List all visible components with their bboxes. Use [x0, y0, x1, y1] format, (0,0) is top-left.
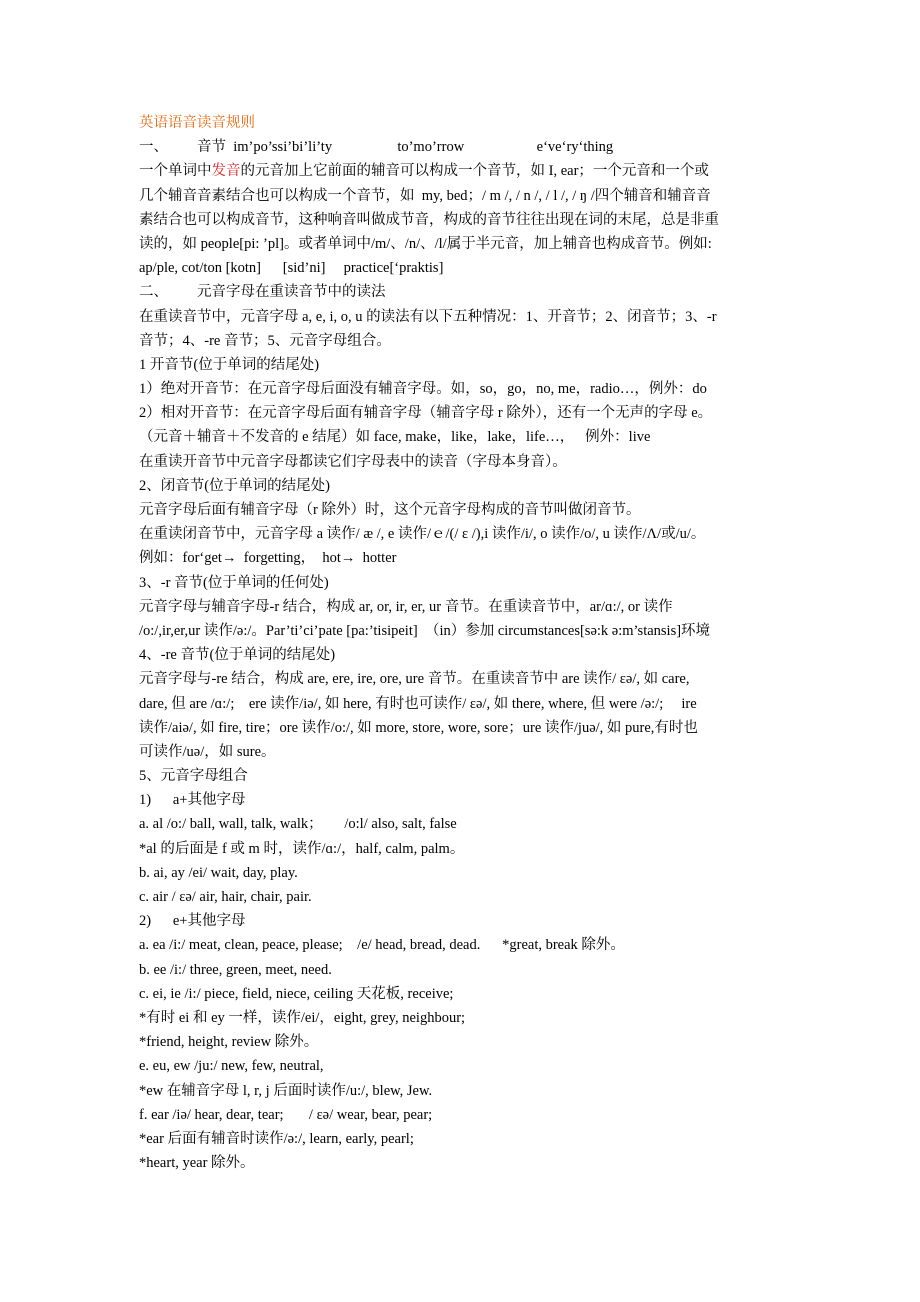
- paragraph-line: 读的，如 people[pi: ’pl]。或者单词中/m/、/n/、/l/属于半元音，加上辅音也构成音节。例如:: [139, 235, 712, 252]
- text-line: 例如：for‘get→ forgetting， hot→ hotter: [139, 550, 397, 567]
- paragraph-line: 素结合也可以构成音节，这种响音叫做成节音，构成的音节往往出现在词的末尾，总是非重: [139, 211, 719, 228]
- text-line: 可读作/uə/，如 sure。: [139, 743, 276, 760]
- text-line: 在重读闭音节中，元音字母 a 读作/ æ /, e 读作/ｅ/(/ ε /),i 读作/i/, o 读作/o/, u 读作/Λ/或/u/。: [139, 526, 706, 543]
- text-line: 5、元音字母组合: [139, 768, 248, 785]
- document-body: [139, 111, 809, 1175]
- text-run: 一个单词中: [139, 163, 212, 180]
- section-heading-syllable: 一、 音节 im’po’ssi’bi’li’ty to’mo’rrow e‘ve‘ry‘thing: [139, 139, 614, 156]
- text-line: *ew 在辅音字母 l, r, j 后面时读作/u:/, blew, Jew.: [139, 1082, 433, 1099]
- text-line: 元音字母后面有辅音字母（r 除外）时，这个元音字母构成的音节叫做闭音节。: [139, 502, 641, 518]
- text-line: b. ai, ay /ei/ wait, day, play.: [139, 864, 298, 881]
- paragraph-line: 几个辅音音素结合也可以构成一个音节，如 my, bed；/ m /, / n /, / l /, / ŋ /四个辅音和辅音音: [139, 187, 711, 204]
- text-line: 元音字母与辅音字母-r 结合，构成 ar, or, ir, er, ur 音节。在重读音节中，ar/ɑ:/, or 读作: [139, 598, 673, 615]
- text-line: 4、-re 音节(位于单词的结尾处): [139, 647, 336, 664]
- text-line: 1）绝对开音节：在元音字母后面没有辅音字母。如，so，go，no, me，radio…，例外：do: [139, 381, 707, 398]
- text-line: *有时 ei 和 ey 一样，读作/ei/，eight, grey, neighbour;: [139, 1009, 466, 1026]
- text-line: 1) a+其他字母: [139, 792, 246, 809]
- text-line: b. ee /i:/ three, green, meet, need.: [139, 961, 332, 978]
- text-line: 2）相对开音节：在元音字母后面有辅音字母（辅音字母 r 除外），还有一个无声的字母 e。: [139, 405, 713, 422]
- text-line: 2、闭音节(位于单词的结尾处): [139, 477, 330, 494]
- text-line: 音节；4、-re 音节；5、元音字母组合。: [139, 332, 391, 349]
- text-line: *heart, year 除外。: [139, 1155, 255, 1172]
- text-line: dare, 但 are /ɑ:/; ere 读作/iə/, 如 here, 有时也可读作/ εə/, 如 there, where, 但 were /ə:/; ire: [139, 695, 697, 712]
- text-line: *friend, height, review 除外。: [139, 1034, 319, 1051]
- paragraph-line: ap/ple, cot/ton [kotn] [sid’ni] practice[‘praktis]: [139, 260, 444, 277]
- paragraph-line: [139, 159, 809, 183]
- text-line: a. al /o:/ ball, wall, talk, walk； /o:l/ also, salt, false: [139, 816, 457, 833]
- text-line: 二、 元音字母在重读音节中的读法: [139, 284, 386, 301]
- text-line: e. eu, ew /ju:/ new, few, neutral,: [139, 1058, 324, 1075]
- text-line: a. ea /i:/ meat, clean, peace, please; /e/ head, bread, dead. *great, break 除外。: [139, 937, 625, 954]
- text-line: 元音字母与-re 结合，构成 are, ere, ire, ore, ure 音节。在重读音节中 are 读作/ εə/, 如 care,: [139, 671, 690, 688]
- text-line: c. ei, ie /i:/ piece, field, niece, ceiling 天花板, receive;: [139, 985, 454, 1002]
- text-line: *ear 后面有辅音时读作/ə:/, learn, early, pearl;: [139, 1130, 414, 1147]
- document-title: 英语语音读音规则: [139, 115, 255, 131]
- document-content: [139, 280, 809, 1175]
- text-line: 在重读音节中，元音字母 a, e, i, o, u 的读法有以下五种情况：1、开音节；2、闭音节；3、-r: [139, 308, 717, 325]
- text-line: *al 的后面是 f 或 m 时，读作/ɑ:/，half, calm, palm。: [139, 840, 465, 857]
- text-line: /o:/,ir,er,ur 读作/ə:/。Par’ti’ci’pate [pa:’tisipeit] （in）参加 circumstances[sə:k ə:m’stansis]环境: [139, 622, 711, 639]
- text-line: f. ear /iə/ hear, dear, tear; / εə/ wear, bear, pear;: [139, 1106, 433, 1123]
- text-line: 读作/aiə/, 如 fire, tire；ore 读作/o:/, 如 more, store, wore, sore；ure 读作/juə/, 如 pure,有时也: [139, 719, 698, 736]
- text-line: 1 开音节(位于单词的结尾处): [139, 356, 320, 373]
- text-line: 2) e+其他字母: [139, 913, 246, 930]
- text-run: 的元音加上它前面的辅音可以构成一个音节，如 I, ear；一个元音和一个或: [240, 163, 709, 180]
- text-line: c. air / εə/ air, hair, chair, pair.: [139, 889, 312, 905]
- highlighted-word: 发音: [211, 163, 241, 180]
- text-line: 3、-r 音节(位于单词的任何处): [139, 574, 329, 591]
- text-line: （元音＋辅音＋不发音的 e 结尾）如 face, make，like，lake，life…， 例外：live: [139, 429, 651, 446]
- text-line: 在重读开音节中元音字母都读它们字母表中的读音（字母本身音）。: [139, 453, 567, 470]
